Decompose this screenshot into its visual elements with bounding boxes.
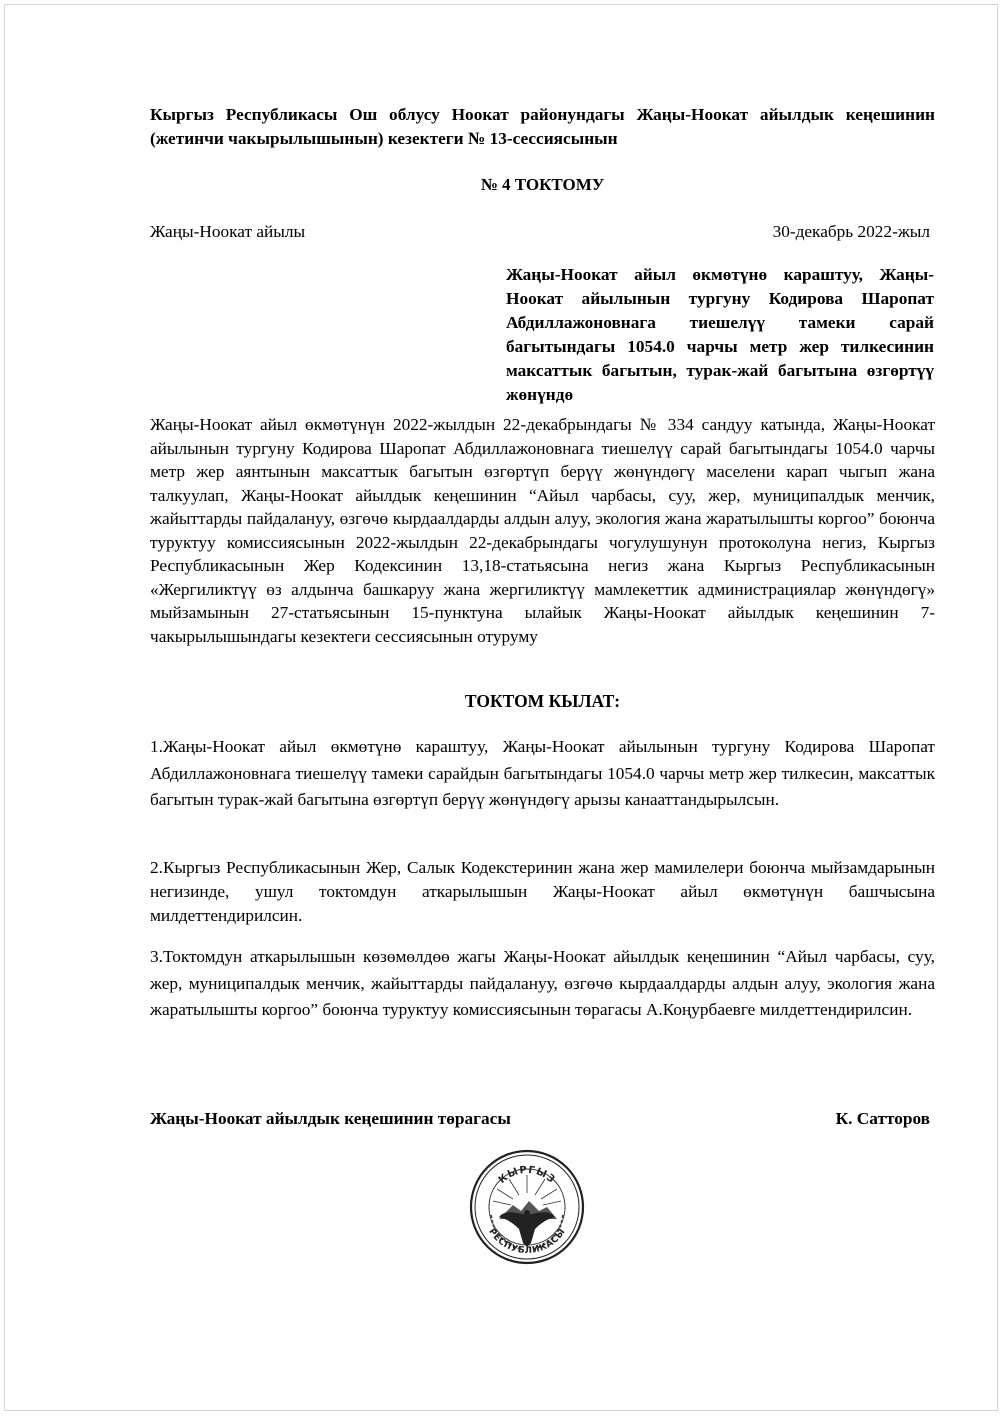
emblem-top-text: КЫРГЫЗ [496,1164,558,1186]
document-heading: Кыргыз Республикасы Ош облусу Ноокат районундагы Жаңы-Ноокат айылдык кеңешинин (жетинчи чакырылышынын) кезектеги № 13-сессиясынын [150,105,935,148]
place-name: Жаңы-Ноокат айылы [150,222,306,241]
signatory-title: Жаңы-Ноокат айылдык кеңешинин төрагасы [150,1109,511,1128]
resolution-item-3: 3.Токтомдун аткарылышын көзөмөлдөө жагы Жаңы-Ноокат айылдык кеңешинин “Айыл чарбасы, суу, жер, муниципалдык менчик, жайыттарды пайдалануу, өзгөчө кырдаалдарды алдын алуу, экология жана жаратылышты коргоо” боюнча туруктуу комиссиясынын төрагасы А.Коңурбаевге милдеттендирилсин. [150,947,935,1020]
resolution-item-2: 2.Кыргыз Республикасынын Жер, Салык Кодекстеринин жана жер мамилелери боюнча мыйзамдарынын негизинде, ушул токтомдун аткарылышын Жаңы-Ноокат айыл өкмөтүнүн башчысына милдеттендирилсин. [150,858,935,925]
preamble-paragraph: Жаңы-Ноокат айыл өкмөтүнүн 2022-жылдын 22-декабрындагы № 334 сандуу катында, Жаңы-Ноокат айылынын тургуну Кодирова Шаропат Абдиллажоновнага тиешелүү сарай багытындагы 1054.0 чарчы метр жер аянтынын максаттык багытын өзгөртүп берүү жөнүндөгү маселени карап чыгып жана талкуулап, Жаңы-Ноокат айылдык кеңешинин “Айыл чарбасы, суу, жер, муниципалдык менчик, жайыттарды пайдалануу, өзгөчө кырдаалдарды алдын алуу, экология жана жаратылышты коргоо” боюнча туруктуу комиссиясынын 2022-жылдын 22-декабрындагы чогулушунун протоколуна негиз, Кыргыз Республикасынын Жер Кодексинин 13,18-статьясына негиз жана Кыргыз Республикасынын «Жергиликтүү өз алдынча башкаруу жана жергиликтүү мамлекеттик администрациялар жөнүндөгү» мыйзамынын 27-статьясынын 15-пунктуна ылайык Жаңы-Ноокат айылдык кеңешинин 7-чакырылышындагы кезектеги сессиясынын отуруму [150,415,935,646]
kyrgyz-state-emblem-icon [469,1149,585,1265]
decree-date: 30-декабрь 2022-жыл [772,222,930,241]
resolution-item-1: 1.Жаңы-Ноокат айыл өкмөтүнө караштуу, Жаңы-Ноокат айылынын тургуну Кодирова Шаропат Абдиллажоновнага тиешелүү тамеки сарайдын багытындагы 1054.0 чарчы метр жер тилкесин, максаттык багытын турак-жай багытына өзгөртүп берүү жөнүндөгү арызы канааттандырылсын. [150,737,935,810]
decree-title: № 4 ТОКТОМУ [480,175,605,194]
document-page [4,4,998,1411]
place-date-row [150,222,935,242]
resolve-title: ТОКТОМ КЫЛАТ: [464,691,621,711]
signatory-name: К. Сатторов [835,1109,930,1128]
decree-subject: Жаңы-Ноокат айыл өкмөтүнө караштуу, Жаңы-Ноокат айылынын тургуну Кодирова Шаропат Абдиллажоновнага тиешелүү тамеки сарай багытындагы 1054.0 чарчы метр жер тилкесинин максаттык багытын, турак-жай багытына өзгөртүү жөнүндө [506,265,934,404]
emblem-bottom-text: РЕСПУБЛИКАСЫ [486,1226,568,1257]
signature-row [150,1109,935,1129]
